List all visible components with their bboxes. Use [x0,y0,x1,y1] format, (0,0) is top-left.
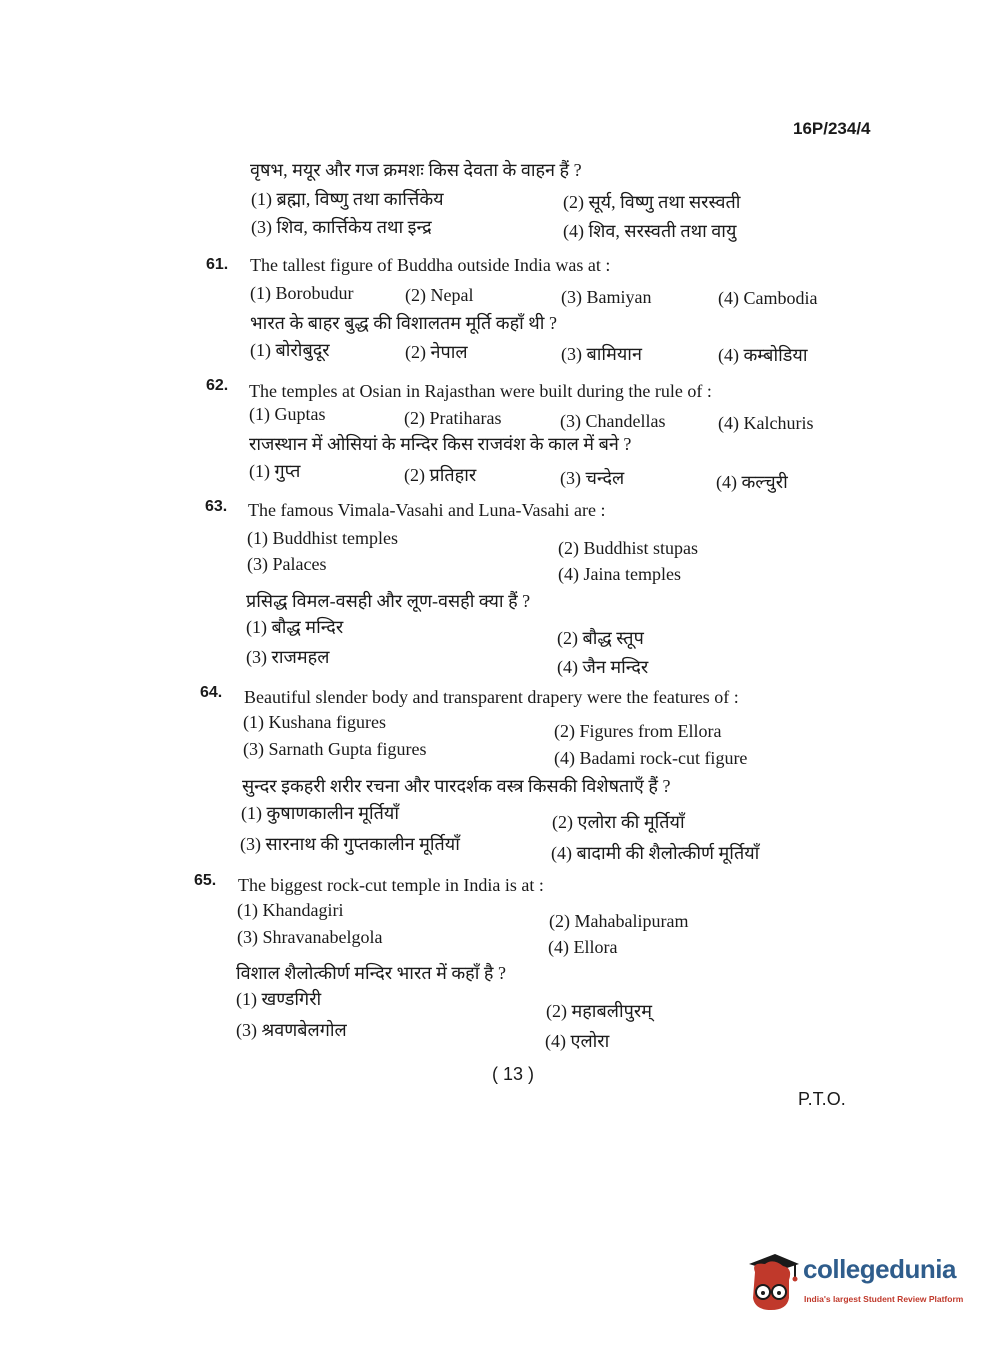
collegedunia-logo [743,1250,973,1314]
page-number: ( 13 ) [492,1064,535,1084]
q61-question: The tallest figure of Buddha outside India was at : [250,255,611,275]
q63-hindi-option-3: (3) राजमहल [246,647,330,667]
q65-hindi-question: विशाल शैलोत्कीर्ण मन्दिर भारत में कहाँ है ? [236,963,506,983]
q63-option-4: (4) Jaina temples [558,564,681,584]
q65-hindi-option-1: (1) खण्डगिरी [236,989,322,1009]
q62-hindi-option-2: (2) प्रतिहार [404,465,477,485]
q63-hindi-option-4: (4) जैन मन्दिर [557,657,649,677]
q62-hindi-question: राजस्थान में ओसियां के मन्दिर किस राजवंश के काल में बने ? [249,434,632,454]
q63-hindi-option-2: (2) बौद्ध स्तूप [557,628,644,648]
q64-option-4: (4) Badami rock-cut figure [554,748,748,768]
q64-hindi-option-1: (1) कुषाणकालीन मूर्तियाँ [241,803,400,823]
q60-hindi-option-2: (2) सूर्य, विष्णु तथा सरस्वती [563,192,741,212]
q61-hindi-option-3: (3) बामियान [561,344,642,364]
q63-number: 63. [205,498,228,515]
q65-hindi-option-4: (4) एलोरा [545,1031,610,1051]
q60-hindi-option-3: (3) शिव, कार्त्तिकेय तथा इन्द्र [251,217,432,237]
q63-question: The famous Vimala-Vasahi and Luna-Vasahi are : [248,500,606,520]
q65-hindi-option-2: (2) महाबलीपुरम् [546,1001,652,1021]
q64-hindi-option-2: (2) एलोरा की मूर्तियाँ [552,812,685,832]
q61-option-4: (4) Cambodia [718,288,818,308]
q62-hindi-option-4: (4) कल्चुरी [716,472,788,492]
brand-name: collegedunia [803,1254,956,1284]
q60-hindi-question: वृषभ, मयूर और गज क्रमशः किस देवता के वाहन हैं ? [250,160,582,180]
q63-option-3: (3) Palaces [247,554,327,574]
q61-hindi-option-4: (4) कम्बोडिया [718,345,808,365]
q62-hindi-option-3: (3) चन्देल [560,468,625,488]
q61-option-1: (1) Borobudur [250,283,354,303]
q61-option-2: (2) Nepal [405,285,474,305]
q64-hindi-option-3: (3) सारनाथ की गुप्तकालीन मूर्तियाँ [240,834,460,854]
pto-label: P.T.O. [798,1089,846,1109]
q64-number: 64. [200,684,223,701]
q63-hindi-option-1: (1) बौद्ध मन्दिर [246,617,344,637]
q65-option-4: (4) Ellora [548,937,618,957]
q64-hindi-option-4: (4) बादामी की शैलोत्कीर्ण मूर्तियाँ [551,843,760,863]
q60-hindi-option-4: (4) शिव, सरस्वती तथा वायु [563,221,737,241]
q65-hindi-option-3: (3) श्रवणबेलगोल [236,1020,347,1040]
q64-option-3: (3) Sarnath Gupta figures [243,739,427,759]
q64-option-2: (2) Figures from Ellora [554,721,722,741]
paper-code: 16P/234/4 [793,119,871,138]
q65-question: The biggest rock-cut temple in India is at : [238,875,544,895]
q61-option-3: (3) Bamiyan [561,287,652,307]
q64-hindi-question: सुन्दर इकहरी शरीर रचना और पारदर्शक वस्त्र किसकी विशेषताएँ हैं ? [242,776,671,796]
q65-number: 65. [194,872,217,889]
q65-option-1: (1) Khandagiri [237,900,344,920]
q65-option-2: (2) Mahabalipuram [549,911,689,931]
q61-hindi-option-2: (2) नेपाल [405,342,468,362]
brand-tagline: India's largest Student Review Platform [804,1294,964,1304]
q65-option-3: (3) Shravanabelgola [237,927,383,947]
q64-question: Beautiful slender body and transparent drapery were the features of : [244,687,739,707]
q63-option-2: (2) Buddhist stupas [558,538,699,558]
q61-number: 61. [206,256,229,273]
q61-hindi-question: भारत के बाहर बुद्ध की विशालतम मूर्ति कहाँ थी ? [250,313,557,333]
q62-option-1: (1) Guptas [249,404,326,424]
q63-option-1: (1) Buddhist temples [247,528,398,548]
q63-hindi-question: प्रसिद्ध विमल-वसही और लूण-वसही क्या हैं ? [246,591,531,611]
mascot-icon [743,1250,801,1314]
q62-hindi-option-1: (1) गुप्त [249,461,301,481]
q62-option-4: (4) Kalchuris [718,413,814,433]
q60-hindi-option-1: (1) ब्रह्मा, विष्णु तथा कार्त्तिकेय [251,189,444,209]
q62-option-2: (2) Pratiharas [404,408,502,428]
q62-question: The temples at Osian in Rajasthan were built during the rule of : [249,381,712,401]
q62-option-3: (3) Chandellas [560,411,666,431]
q61-hindi-option-1: (1) बोरोबुदूर [250,340,330,360]
q62-number: 62. [206,377,229,394]
q64-option-1: (1) Kushana figures [243,712,386,732]
